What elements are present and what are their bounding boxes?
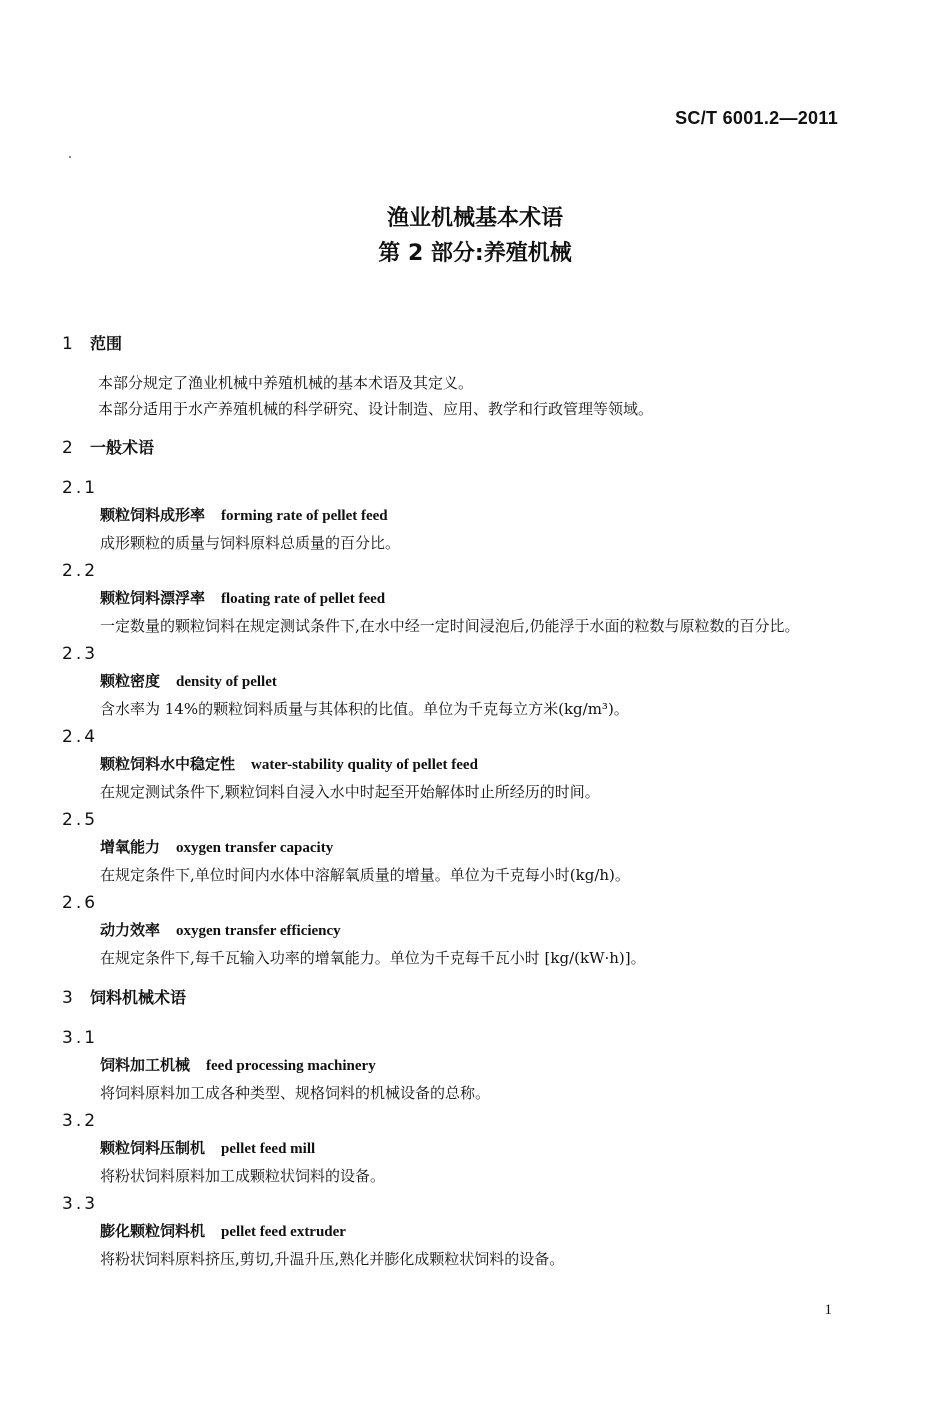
term	[100, 585, 862, 613]
term-entry	[62, 1190, 862, 1273]
section-heading-feed-machinery	[62, 984, 862, 1012]
term-chinese: 颗粒饲料压制机	[100, 1139, 206, 1157]
term	[100, 1052, 862, 1080]
term-english: pellet feed mill	[221, 1141, 316, 1157]
term-chinese: 颗粒密度	[100, 672, 161, 690]
term-entry	[62, 640, 862, 723]
term-definition: 在规定条件下,单位时间内水体中溶解氧质量的增量。单位为千克每小时(kg/h)。	[100, 866, 630, 884]
entry-number: 2.3	[62, 644, 99, 664]
term-entry	[62, 557, 862, 640]
page-number: 1	[824, 1302, 832, 1318]
term-definition: 在规定条件下,每千瓦输入功率的增氧能力。单位为千克每千瓦小时 [kg/(kW·h)]。	[100, 949, 646, 967]
term-chinese: 增氧能力	[100, 838, 161, 856]
document-subtitle: 第 2 部分:养殖机械	[378, 241, 572, 266]
scope-paragraph: 本部分适用于水产养殖机械的科学研究、设计制造、应用、教学和行政管理等领域。	[98, 400, 654, 418]
term-english: feed processing machinery	[206, 1058, 376, 1074]
section-number: 1	[62, 334, 73, 354]
section-heading-scope	[62, 330, 862, 358]
document-title: 渔业机械基本术语	[386, 206, 563, 231]
term-definition: 将饲料原料加工成各种类型、规格饲料的机械设备的总称。	[100, 1084, 491, 1102]
term-definition: 将粉状饲料原料加工成颗粒状饲料的设备。	[100, 1167, 386, 1185]
entry-number: 3.2	[62, 1111, 99, 1131]
term-chinese: 膨化颗粒饲料机	[100, 1222, 206, 1240]
term-english: oxygen transfer capacity	[176, 840, 334, 856]
term-english: oxygen transfer efficiency	[176, 923, 341, 939]
term	[100, 751, 862, 779]
term-english: water-stability quality of pellet feed	[251, 757, 478, 773]
term-chinese: 颗粒饲料水中稳定性	[100, 755, 236, 773]
entry-number: 2.1	[62, 478, 99, 498]
term-english: forming rate of pellet feed	[221, 508, 388, 524]
term-english: floating rate of pellet feed	[221, 591, 386, 607]
term-entry	[62, 1024, 862, 1107]
section-title: 一般术语	[90, 438, 155, 457]
term-chinese: 动力效率	[100, 921, 161, 939]
term	[100, 1218, 862, 1246]
scope-paragraph: 本部分规定了渔业机械中养殖机械的基本术语及其定义。	[98, 374, 474, 392]
term	[100, 668, 862, 696]
term-definition: 成形颗粒的质量与饲料原料总质量的百分比。	[100, 534, 401, 552]
entry-number: 2.4	[62, 727, 99, 747]
entry-number: 3.1	[62, 1028, 99, 1048]
entry-number: 2.2	[62, 561, 99, 581]
term	[100, 917, 862, 945]
entry-number: 2.5	[62, 810, 99, 830]
term-english: density of pellet	[176, 674, 277, 690]
term	[100, 1135, 862, 1163]
section-number: 2	[62, 438, 73, 458]
term-entry	[62, 474, 862, 557]
term-entry	[62, 806, 862, 889]
entry-number: 3.3	[62, 1194, 99, 1214]
document-body	[62, 330, 862, 1273]
scan-speck	[69, 156, 71, 158]
term-definition: 含水率为 14%的颗粒饲料质量与其体积的比值。单位为千克每立方米(kg/m³)。	[100, 700, 629, 718]
term-chinese: 颗粒饲料成形率	[100, 506, 206, 524]
section-title: 范围	[90, 334, 123, 353]
section-title: 饲料机械术语	[90, 988, 187, 1007]
section-heading-general	[62, 434, 862, 462]
term-chinese: 饲料加工机械	[100, 1056, 191, 1074]
term-definition: 一定数量的颗粒饲料在规定测试条件下,在水中经一定时间浸泡后,仍能浮于水面的粒数与原粒数的百分比。	[100, 617, 800, 635]
standard-code: SC/T 6001.2—2011	[675, 108, 838, 128]
term-definition: 在规定测试条件下,颗粒饲料自浸入水中时起至开始解体时止所经历的时间。	[100, 783, 600, 801]
term-chinese: 颗粒饲料漂浮率	[100, 589, 206, 607]
term	[100, 834, 862, 862]
term-definition: 将粉状饲料原料挤压,剪切,升温升压,熟化并膨化成颗粒状饲料的设备。	[100, 1250, 565, 1268]
term-entry	[62, 723, 862, 806]
term-entry	[62, 889, 862, 972]
term-english: pellet feed extruder	[221, 1224, 346, 1240]
term-entry	[62, 1107, 862, 1190]
term	[100, 502, 862, 530]
section-number: 3	[62, 988, 73, 1008]
entry-number: 2.6	[62, 893, 99, 913]
